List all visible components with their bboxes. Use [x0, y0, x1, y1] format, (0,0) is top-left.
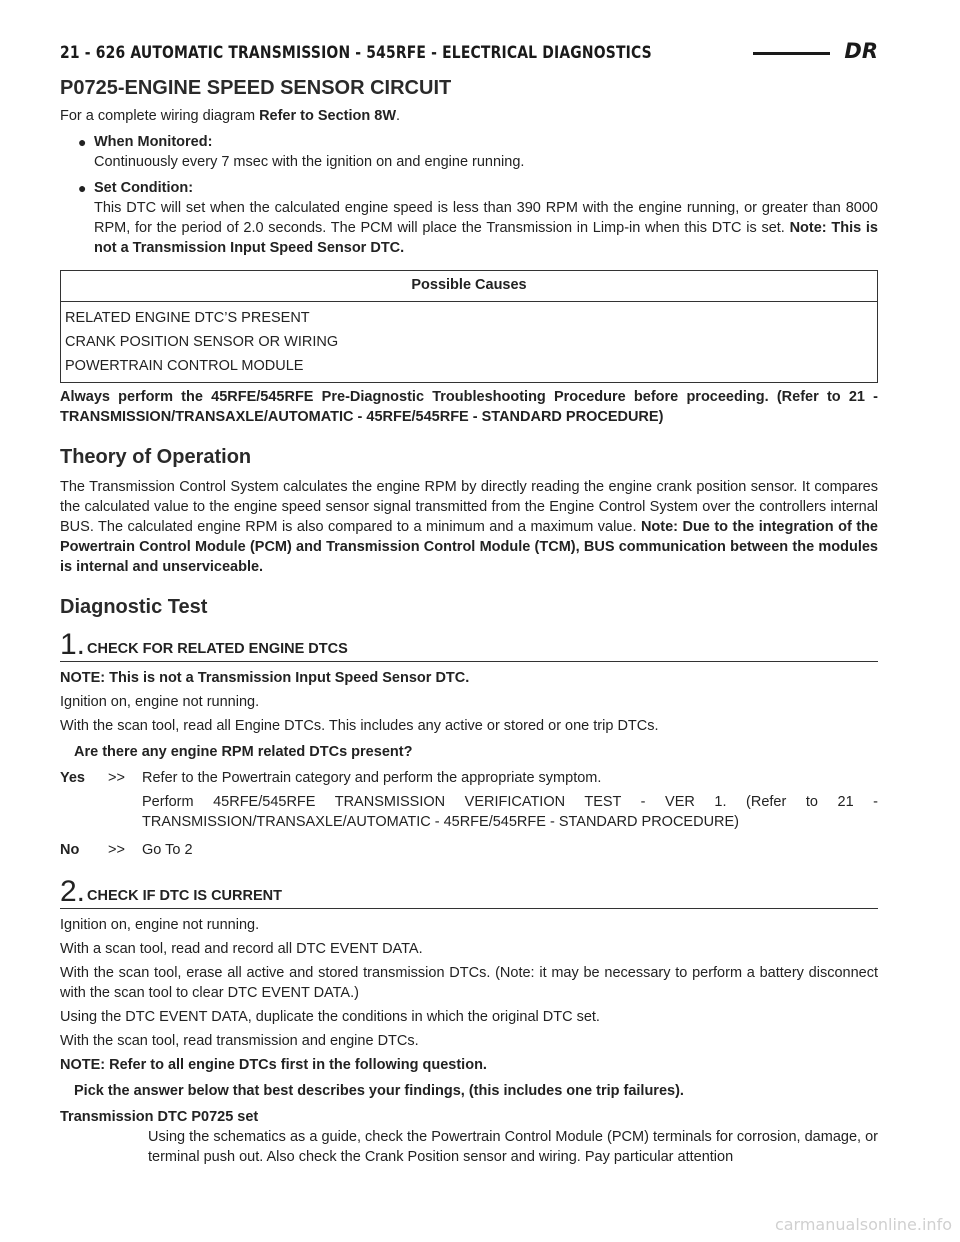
- step-2-header: [60, 875, 878, 909]
- step-number: 2.: [60, 875, 86, 908]
- finding-title: Transmission DTC P0725 set: [60, 1109, 259, 1125]
- answer-yes: [60, 768, 878, 836]
- wiring-prefix: For a complete wiring diagram: [60, 108, 260, 124]
- step-2-line: Ignition on, engine not running.: [60, 917, 260, 933]
- step-2-question: Pick the answer below that best describes your findings, (this includes one trip failures).: [74, 1083, 684, 1099]
- bullet-icon: ●: [78, 134, 87, 150]
- possible-causes-table: [60, 270, 878, 383]
- step-2-line: With the scan tool, read transmission and engine DTCs.: [60, 1033, 419, 1049]
- answer-key: No: [60, 842, 80, 858]
- answer-no: [60, 840, 878, 864]
- wiring-link[interactable]: Refer to Section 8W: [259, 108, 397, 124]
- step-1-header: [60, 628, 878, 662]
- monitored-item: [78, 132, 878, 172]
- set-condition-note: Note: This is not a Transmission Input Speed Sensor DTC.: [94, 220, 878, 256]
- header-title: 21 - 626 AUTOMATIC TRANSMISSION - 545RFE - ELECTRICAL DIAGNOSTICS: [60, 43, 652, 63]
- step-1-line: With the scan tool, read all Engine DTCs. This includes any active or stored or one trip DTCs.: [60, 718, 659, 734]
- arrow-icon: >>: [108, 770, 125, 786]
- monitored-label: When Monitored:: [94, 134, 213, 150]
- bullet-icon: ●: [78, 180, 87, 196]
- step-1-question: Are there any engine RPM related DTCs present?: [74, 744, 413, 760]
- document-body: [60, 78, 878, 1167]
- step-title: CHECK IF DTC IS CURRENT: [87, 888, 282, 904]
- theory-text: [60, 477, 878, 577]
- step-1-line: Ignition on, engine not running.: [60, 694, 260, 710]
- answer-body: [142, 768, 878, 836]
- diagnostic-heading: Diagnostic Test: [60, 596, 208, 618]
- answer-line: Refer to the Powertrain category and perform the appropriate symptom.: [142, 770, 602, 786]
- cause-item: CRANK POSITION SENSOR OR WIRING: [65, 334, 339, 350]
- condition-list: [78, 132, 878, 258]
- monitored-text: Continuously every 7 msec with the ignition on and engine running.: [94, 154, 525, 170]
- step-title: CHECK FOR RELATED ENGINE DTCS: [87, 641, 348, 657]
- step-2-line: With the scan tool, erase all active and stored transmission DTCs. (Note: it may be necessary to perform a battery disconnect with the scan tool to clear DTC EVENT DATA.): [60, 965, 878, 1001]
- step-2-line: Using the DTC EVENT DATA, duplicate the conditions in which the original DTC set.: [60, 1009, 600, 1025]
- theory-heading: Theory of Operation: [60, 446, 252, 468]
- cause-item: RELATED ENGINE DTC’S PRESENT: [65, 310, 310, 326]
- step-1-note: NOTE: This is not a Transmission Input Speed Sensor DTC.: [60, 670, 470, 686]
- always-perform-note: Always perform the 45RFE/545RFE Pre-Diagnostic Troubleshooting Procedure before proceeding. (Refer to 21 - TRANSMISSION/TRANSAXLE/AUTOMATIC - 45RFE/545RFE - STANDARD PROCEDURE): [60, 389, 878, 425]
- possible-causes-list: [61, 302, 877, 382]
- answer-line: Perform 45RFE/545RFE TRANSMISSION VERIFICATION TEST - VER 1. (Refer to 21 - TRANSMISSION/TRANSAXLE/AUTOMATIC - 45RFE/545RFE - STANDARD PROCEDURE): [142, 794, 878, 830]
- step-2-note: NOTE: Refer to all engine DTCs first in the following question.: [60, 1057, 487, 1073]
- dtc-title: P0725-ENGINE SPEED SENSOR CIRCUIT: [60, 77, 452, 99]
- wiring-suffix: .: [396, 108, 401, 124]
- step-number: 1.: [60, 628, 86, 661]
- answer-body: [142, 840, 878, 864]
- set-condition-body: This DTC will set when the calculated engine speed is less than 390 RPM with the engine running, or greater than 8000 RPM, for the period of 2.0 seconds. The PCM will place the Transmission in Limp-in when this DTC is set.: [94, 200, 878, 236]
- header-rule: [753, 52, 830, 55]
- page-header: [60, 40, 878, 66]
- watermark: carmanualsonline.info: [774, 1215, 952, 1234]
- answer-key: Yes: [60, 770, 85, 786]
- header-badge: DR: [844, 39, 878, 63]
- possible-causes-heading: Possible Causes: [61, 271, 877, 302]
- set-condition-label: Set Condition:: [94, 180, 194, 196]
- wiring-line: [60, 106, 878, 126]
- finding-p0725: [60, 1107, 878, 1167]
- answer-line: Go To 2: [142, 842, 193, 858]
- arrow-icon: >>: [108, 842, 125, 858]
- theory-body: The Transmission Control System calculates the engine RPM by directly reading the engine crank position sensor. It compares the calculated value to the engine speed sensor signal transmitted from the Engine Control System over the controllers internal BUS. The calculated engine RPM is also compared to a minimum and a maximum value.: [60, 479, 878, 535]
- finding-text: Using the schematics as a guide, check the Powertrain Control Module (PCM) terminals for corrosion, damage, or terminal push out. Also check the Crank Position sensor and wiring. Pay particular attention: [148, 1129, 878, 1165]
- theory-note: Note: Due to the integration of the Powertrain Control Module (PCM) and Transmission Control Module (TCM), BUS communication between the modules is internal and unserviceable.: [60, 519, 878, 575]
- set-condition-item: [78, 178, 878, 258]
- set-condition-text: [94, 198, 878, 258]
- cause-item: POWERTRAIN CONTROL MODULE: [65, 358, 304, 374]
- step-2-line: With a scan tool, read and record all DTC EVENT DATA.: [60, 941, 423, 957]
